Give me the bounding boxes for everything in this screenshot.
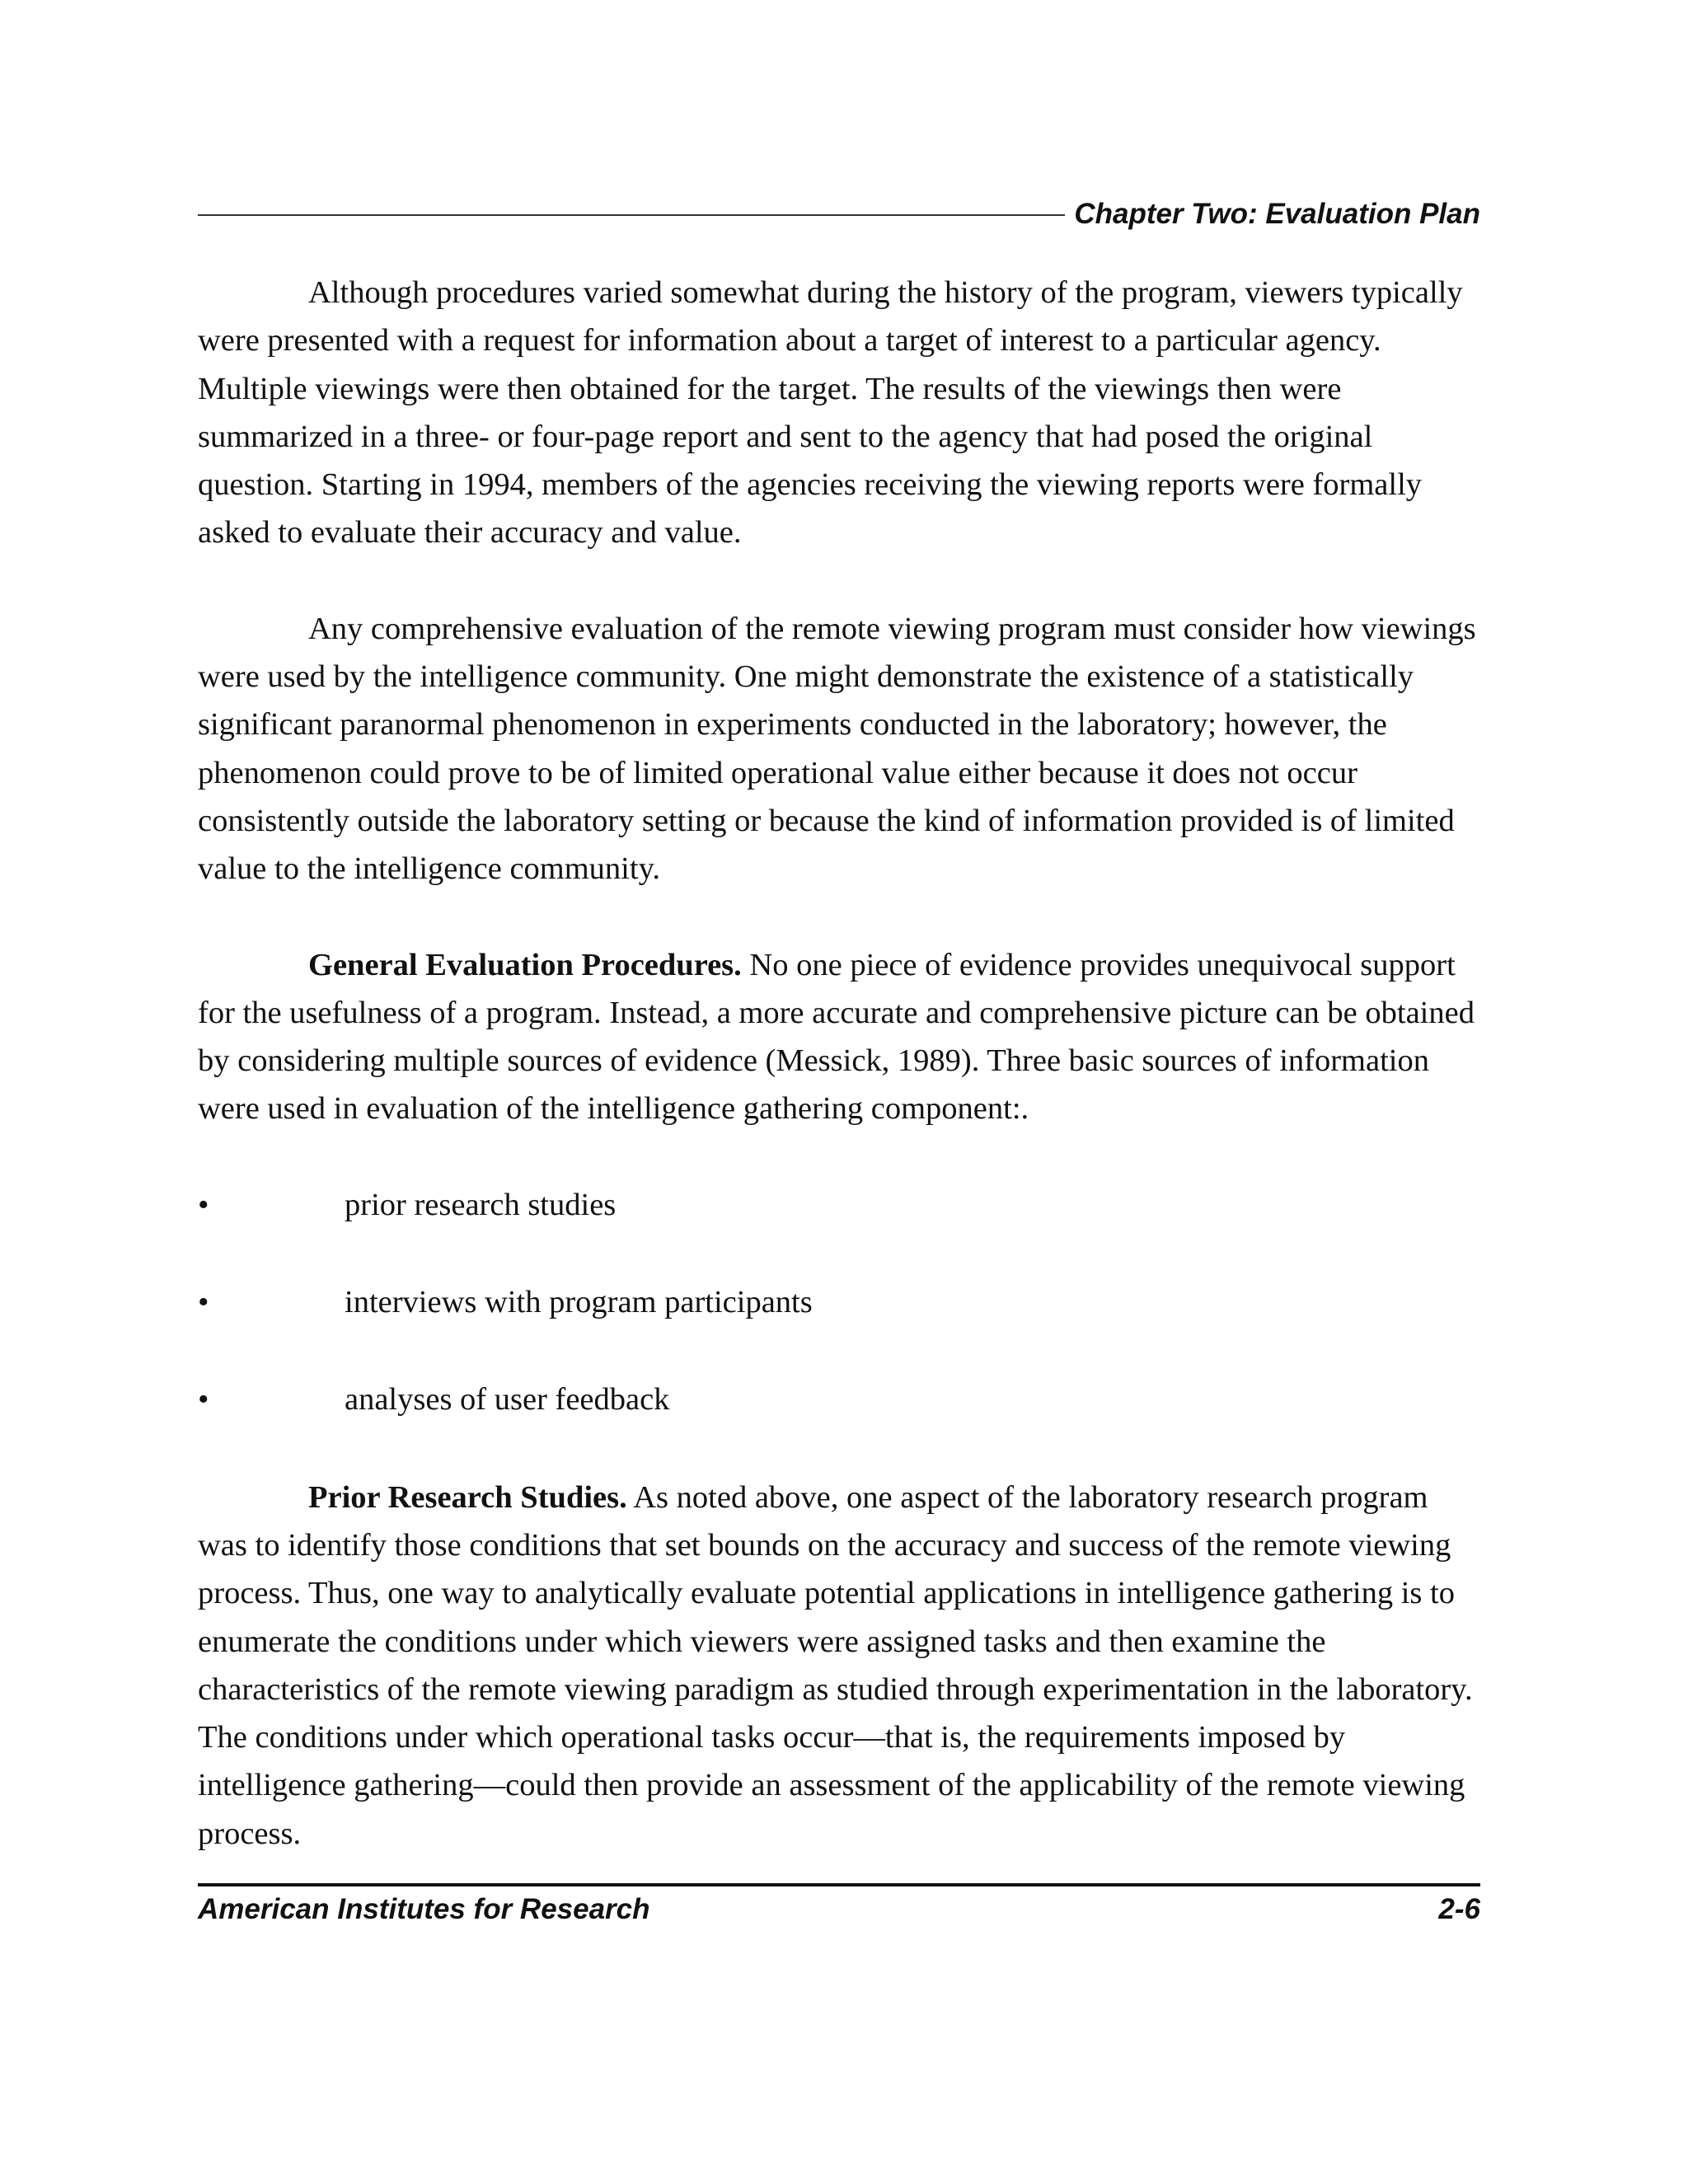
body-text — [198, 269, 1480, 1905]
list-item — [198, 1376, 1480, 1423]
general-evaluation-heading: General Evaluation Procedures. — [308, 947, 742, 982]
footer-organization: American Institutes for Research — [198, 1893, 650, 1925]
prior-research-text: As noted above, one aspect of the laboratory research program was to identify those conditions that set bounds on the accuracy and success of the remote viewing process. Thus, one way to analytically evaluate potential applications in intelligence gathering is to enumerate the conditions under which viewers were assigned tasks and then examine the characteristics of the remote viewing paradigm as studied through experimentation in the laboratory. The conditions under which operational tasks occur—that is, the requirements imposed by intelligence gathering—could then provide an assessment of the applicability of the remote viewing process. — [198, 1479, 1473, 1851]
paragraph-comprehensive-evaluation: Any comprehensive evaluation of the remote viewing program must consider how viewings were used by the intelligence community. One might demonstrate the existence of a statistically significant paranormal phenomenon in experiments conducted in the laboratory; however, the phenomenon could prove to be of limited operational value either because it does not occur consistently outside the laboratory setting or because the kind of information provided is of limited value to the intelligence community. — [198, 611, 1476, 887]
list-item-text: prior research studies — [345, 1187, 617, 1222]
list-item-text: analyses of user feedback — [345, 1382, 670, 1418]
bullet-icon: • — [198, 1187, 209, 1222]
list-item-text: interviews with program participants — [345, 1285, 813, 1320]
chapter-title: Chapter Two: Evaluation Plan — [1074, 198, 1480, 230]
footer-row — [198, 1890, 1480, 1929]
prior-research-heading: Prior Research Studies. — [308, 1479, 627, 1515]
page-number: 2-6 — [1438, 1893, 1480, 1925]
footer-rule — [198, 1883, 1480, 1886]
paragraph-procedures: Although procedures varied somewhat during the history of the program, viewers typically were presented with a request for information about a target of interest to a particular agency. Multiple viewings were then obtained for the target. The results of the viewings then were summarized in a three- or four-page report and sent to the agency that had posed the original question. Starting in 1994, members of the agencies receiving the viewing reports were formally asked to evaluate their accuracy and value. — [198, 275, 1463, 551]
paragraph-general-evaluation — [198, 941, 1480, 1133]
list-item — [198, 1278, 1480, 1326]
paragraph-prior-research — [198, 1474, 1480, 1858]
list-item — [198, 1181, 1480, 1229]
page-header — [198, 194, 1480, 236]
header-rule — [198, 214, 1065, 216]
bullet-icon: • — [198, 1382, 209, 1418]
evidence-sources-list — [198, 1181, 1480, 1424]
bullet-icon: • — [198, 1285, 209, 1320]
page-footer — [198, 1883, 1480, 1929]
general-evaluation-text: No one piece of evidence provides unequivocal support for the usefulness of a program. Instead, a more accurate and comprehensive picture can be obtained by considering multiple sources of evidence (Messick, 1989). Three basic sources of information were used in evaluation of the intelligence gathering component:. — [198, 947, 1475, 1127]
